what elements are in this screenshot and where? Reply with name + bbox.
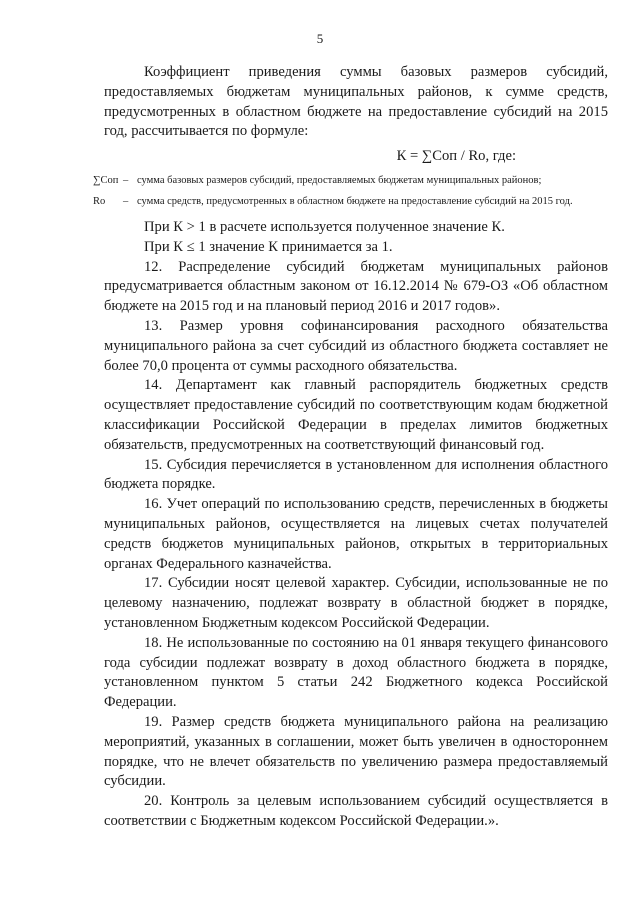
definition-symbol: Rо [93,196,106,208]
definition-text: сумма базовых размеров субсидий, предоставляемых бюджетам муниципальных районов; [137,174,542,186]
page-number: 5 [316,31,324,46]
definition-dash: – [123,196,129,208]
paragraph-intro: Коэффициент приведения суммы базовых размеров субсидий, предоставляемых бюджетам муниципальных районов, к сумме средств, предусмотренных в областном бюджете на предоставление субсидий на 2015 год, рассчитывается по формуле: [104,64,608,140]
formula-definitions [93,175,608,209]
paragraph-14: 14. Департамент как главный распорядитель бюджетных средств осуществляет предоставление субсидий по соответствующим кодам бюджетной классификации Российской Федерации в пределах лимитов бюджетных обязательств, предусмотренных на соответствующий финансовый год. [104,377,608,453]
definition-symbol: ∑Соп [93,174,119,186]
condition-k-greater: При К > 1 в расчете используется полученное значение К. [144,218,505,235]
definition-row [93,175,608,188]
condition-k-less-equal: При К ≤ 1 значение К принимается за 1. [144,238,393,255]
paragraph-20: 20. Контроль за целевым использованием субсидий осуществляется в соответствии с Бюджетным кодексом Российской Федерации.». [104,793,608,829]
definition-text: сумма средств, предусмотренных в областном бюджете на предоставление субсидий на 2015 год. [137,196,573,208]
formula: К = ∑Соп / Rо, где: [396,148,516,165]
paragraph-16: 16. Учет операций по использованию средств, перечисленных в бюджеты муниципальных районов, осуществляется на лицевых счетах получателей средств бюджетов муниципальных районов, открытых в территориальных органах Федерального казначейства. [104,496,608,572]
paragraph-15: 15. Субсидия перечисляется в установленном для исполнения областного бюджета порядке. [104,456,608,493]
paragraph-13: 13. Размер уровня софинансирования расходного обязательства муниципального района за счет субсидий из областного бюджета составляет не более 70,0 процента от суммы расходного обязательства. [104,317,608,374]
paragraph-17: 17. Субсидии носят целевой характер. Субсидии, использованные не по целевому назначению, подлежат возврату в областной бюджет в порядке, установленном Бюджетным кодексом Российской Федерации. [104,575,608,631]
paragraph-18: 18. Не использованные по состоянию на 01 января текущего финансового года субсидии подлежат возврату в доход областного бюджета в порядке, установленном пунктом 5 статьи 242 Бюджетного кодекса Российской Федерации. [104,634,608,711]
definition-dash: – [123,174,129,186]
paragraph-12: 12. Распределение субсидий бюджетам муниципальных районов предусматривается областным законом от 16.12.2014 № 679-ОЗ «Об областном бюджете на 2015 год и на плановый период 2016 и 2017 годов». [104,258,608,315]
definition-row [93,196,608,209]
paragraph-19: 19. Размер средств бюджета муниципального района на реализацию мероприятий, указанных в соглашении, может быть увеличен в одностороннем порядке, что не влечет обязательств по увеличению размера предоставляемый субсидии. [104,713,608,790]
document-body [93,63,608,832]
